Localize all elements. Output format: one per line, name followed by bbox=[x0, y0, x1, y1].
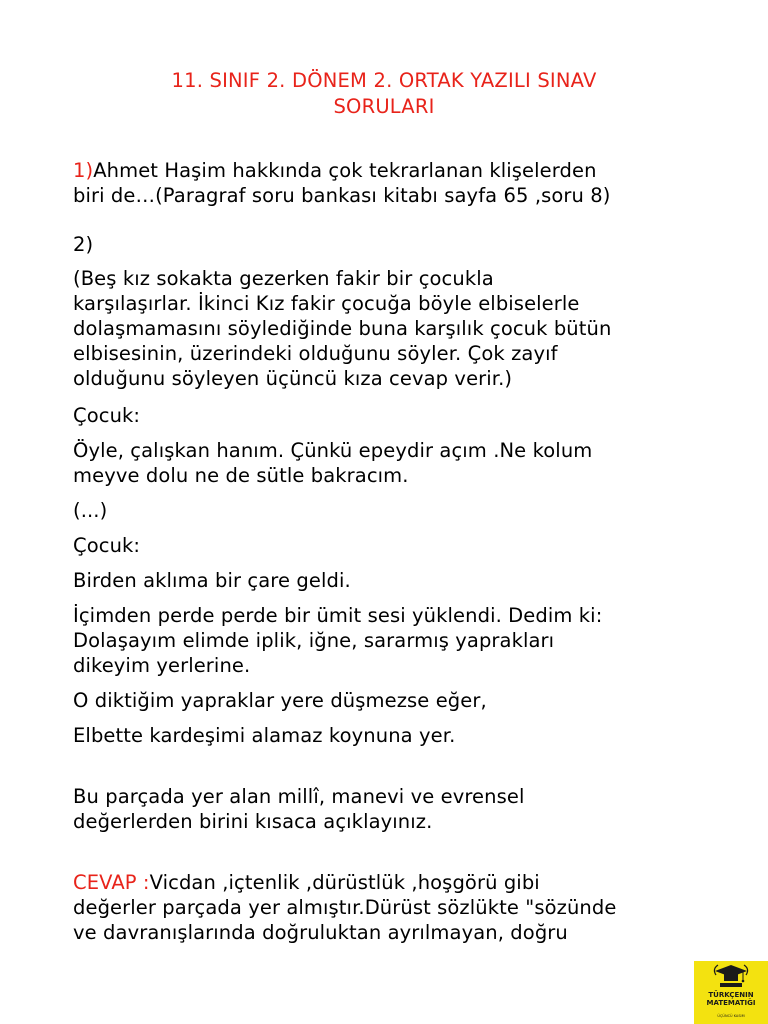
logo-subtext: ÜÇÜNCÜ KASIM bbox=[717, 1014, 745, 1018]
answer-line-2: değerler parçada yer almıştır.Dürüst sözlükte "sözünde bbox=[73, 896, 617, 919]
verse-line: Dolaşayım elimde iplik, iğne, sararmış yaprakları bbox=[73, 629, 555, 652]
speaker-label: Çocuk: bbox=[73, 534, 141, 557]
prompt-line: Bu parçada yer alan millî, manevi ve evrensel bbox=[73, 785, 525, 808]
question-1-line-2: biri de…(Paragraf soru bankası kitabı sayfa 65 ,soru 8) bbox=[73, 184, 611, 207]
verse-line: O diktiğim yapraklar yere düşmezse eğer, bbox=[73, 689, 487, 712]
verse-line: Elbette kardeşimi alamaz koynuna yer. bbox=[73, 724, 456, 747]
answer-label: CEVAP : bbox=[73, 871, 150, 894]
document-body bbox=[73, 158, 733, 945]
question-1 bbox=[73, 158, 733, 183]
verse-line: meyve dolu ne de sütle bakracım. bbox=[73, 464, 409, 487]
intro-line: elbisesinin, üzerindeki olduğunu söyler. Çok zayıf bbox=[73, 342, 558, 365]
verse-line: dikeyim yerlerine. bbox=[73, 654, 251, 677]
question-1-line-1: Ahmet Haşim hakkında çok tekrarlanan klişelerden bbox=[93, 159, 597, 182]
title-line-2: SORULARI bbox=[333, 95, 435, 118]
answer-line-1 bbox=[73, 870, 733, 895]
verse-block-3 bbox=[73, 603, 733, 678]
answer-block bbox=[73, 870, 733, 945]
logo-line-1: TÜRKÇENIN bbox=[708, 991, 754, 999]
question-2-prompt bbox=[73, 784, 733, 834]
ellipsis-marker: (...) bbox=[73, 499, 108, 522]
answer-text: Vicdan ,içtenlik ,dürüstlük ,hoşgörü gibi bbox=[149, 871, 540, 894]
question-1-number: 1) bbox=[73, 159, 94, 182]
question-2-intro bbox=[73, 266, 733, 391]
intro-line: dolaşmamasını söylediğinde buna karşılık çocuk bütün bbox=[73, 317, 612, 340]
verse-line: Birden aklıma bir çare geldi. bbox=[73, 569, 351, 592]
verse-block-1 bbox=[73, 438, 733, 488]
page-title bbox=[0, 68, 768, 120]
brand-logo bbox=[694, 961, 768, 1024]
verse-line: Öyle, çalışkan hanım. Çünkü epeydir açım .Ne kolum bbox=[73, 439, 593, 462]
intro-line: olduğunu söyleyen üçüncü kıza cevap verir.) bbox=[73, 367, 513, 390]
prompt-line: değerlerden birini kısaca açıklayınız. bbox=[73, 810, 433, 833]
speaker-label: Çocuk: bbox=[73, 404, 141, 427]
intro-line: (Beş kız sokakta gezerken fakir bir çocukla bbox=[73, 267, 494, 290]
answer-line-3: ve davranışlarında doğruluktan ayrılmayan, doğru bbox=[73, 921, 568, 944]
question-2-number: 2) bbox=[73, 233, 94, 256]
verse-line: İçimden perde perde bir ümit sesi yüklendi. Dedim ki: bbox=[73, 604, 603, 627]
logo-line-2: MATEMATIĞI bbox=[706, 999, 756, 1007]
title-line-1: 11. SINIF 2. DÖNEM 2. ORTAK YAZILI SINAV bbox=[171, 69, 597, 92]
intro-line: karşılaşırlar. İkinci Kız fakir çocuğa böyle elbiselerle bbox=[73, 292, 580, 315]
